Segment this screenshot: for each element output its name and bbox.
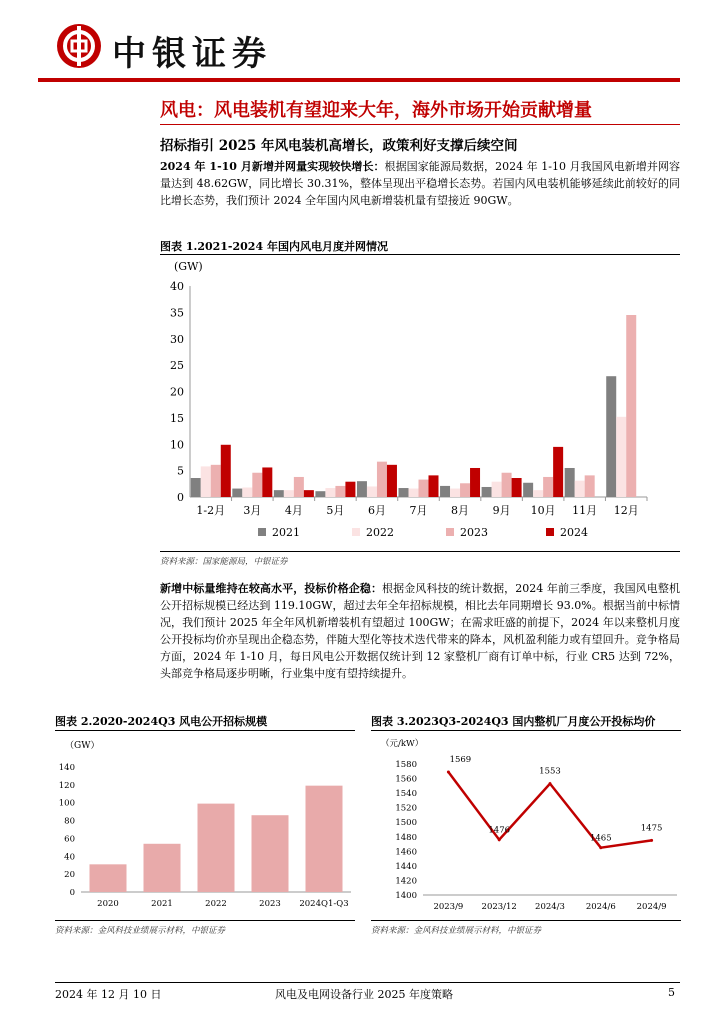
chart1-bar-2024-2 xyxy=(304,490,314,497)
chart1-bar-2024-0 xyxy=(221,445,231,497)
figure-1-bottom-rule xyxy=(160,551,680,552)
chart1-bar-2022-5 xyxy=(409,489,419,497)
chart1-bar-2022-4 xyxy=(367,486,377,497)
chart1-bar-2023-1 xyxy=(252,473,262,497)
chart1-x-label-7: 9月 xyxy=(492,504,511,517)
chart2-y-tick-3: 60 xyxy=(64,834,75,845)
chart2-y-unit: （GW） xyxy=(65,741,100,751)
figure-2-rule xyxy=(55,730,355,731)
chart2-x-label-4: 2024Q1-Q3 xyxy=(299,899,349,909)
chart1-x-label-10: 12月 xyxy=(613,504,639,517)
chart3-point-4 xyxy=(650,839,653,842)
chart3-x-label-3: 2024/6 xyxy=(585,902,616,912)
chart1-bar-2023-7 xyxy=(502,473,512,497)
chart1-bar-2021-9 xyxy=(565,468,575,497)
chart3-y-tick-8: 1560 xyxy=(395,774,417,785)
chart2-bar-0 xyxy=(90,864,127,892)
chart3-x-label-0: 2023/9 xyxy=(433,902,464,912)
chart1-x-label-2: 4月 xyxy=(284,504,303,517)
chart1-x-label-3: 5月 xyxy=(326,504,345,517)
paragraph-1-lead: 2024 年 1-10 月新增并网量实现较快增长： xyxy=(160,160,385,173)
chart-tender-volume xyxy=(55,732,355,918)
logo xyxy=(55,22,103,70)
chart1-x-label-5: 7月 xyxy=(409,504,428,517)
chart3-y-tick-9: 1580 xyxy=(395,760,417,770)
figure-1-title: 图表 1.2021-2024 年国内风电月度并网情况 xyxy=(160,240,388,253)
chart1-x-label-4: 6月 xyxy=(367,504,386,517)
chart3-y-tick-3: 1460 xyxy=(395,847,417,858)
figure-2-title: 图表 2.2020-2024Q3 风电公开招标规模 xyxy=(55,715,268,728)
figure-1-source: 资料来源：国家能源局，中银证券 xyxy=(160,557,288,567)
chart2-x-label-1: 2021 xyxy=(151,899,173,909)
chart3-y-tick-4: 1480 xyxy=(395,832,417,843)
figure-1-rule xyxy=(160,254,680,255)
paragraph-2-lead: 新增中标量维持在较高水平，投标价格企稳： xyxy=(160,582,383,595)
figure-3-bottom-rule xyxy=(371,920,681,921)
chart1-bar-2021-10 xyxy=(606,376,616,497)
chart2-bar-3 xyxy=(252,815,289,892)
chart2-y-tick-6: 120 xyxy=(58,780,75,791)
sub-title: 招标指引 2025 年风电装机高增长，政策利好支撑后续空间 xyxy=(160,138,518,154)
chart1-bar-2021-7 xyxy=(482,487,492,497)
chart1-legend-label-2024: 2024 xyxy=(560,526,588,539)
chart3-x-label-2: 2024/3 xyxy=(535,902,565,912)
chart1-bar-2023-8 xyxy=(543,477,553,497)
chart1-y-tick-3: 15 xyxy=(170,411,184,425)
chart1-legend-swatch-2021 xyxy=(258,528,266,536)
chart1-legend-swatch-2023 xyxy=(446,528,454,536)
chart1-y-tick-1: 5 xyxy=(177,464,184,478)
chart3-y-tick-0: 1400 xyxy=(395,891,417,901)
chart1-bar-2024-4 xyxy=(387,465,397,497)
chart3-data-label-3: 1465 xyxy=(589,833,612,844)
chart3-point-2 xyxy=(549,782,552,785)
chart2-y-tick-0: 0 xyxy=(69,888,75,898)
chart1-bar-2023-4 xyxy=(377,462,387,497)
chart1-legend-label-2023: 2023 xyxy=(460,526,488,539)
chart1-bar-2022-1 xyxy=(242,488,252,497)
chart1-legend-label-2021: 2021 xyxy=(272,526,300,539)
figure-3-rule xyxy=(371,730,681,731)
chart2-y-tick-5: 100 xyxy=(58,798,75,809)
paragraph-1-body: 根据国家能源局数据，2024 年 1-10 月我国风电新增并网容量达到 48.62GW，同比增长 30.31%，整体呈现出平稳增长态势。若国内风电装机能够延续此前较好的同比增长态势，我们预计 2024 全年国内风电新增装机量有望接近 90GW。 xyxy=(160,160,680,207)
header-rule xyxy=(38,78,680,82)
chart2-y-tick-7: 140 xyxy=(58,763,75,773)
chart3-x-label-1: 2023/12 xyxy=(481,902,517,912)
chart3-point-1 xyxy=(498,838,501,841)
chart3-data-label-2: 1553 xyxy=(539,766,561,777)
chart3-y-unit: （元/kW） xyxy=(381,739,424,749)
chart1-bar-2021-8 xyxy=(523,483,533,497)
chart2-y-tick-2: 40 xyxy=(64,852,75,863)
chart1-x-label-9: 11月 xyxy=(572,504,598,517)
chart1-y-tick-8: 40 xyxy=(170,280,184,293)
chart1-y-tick-4: 20 xyxy=(170,385,184,399)
figure-2-source: 资料来源：金风科技业绩展示材料，中银证券 xyxy=(55,926,226,936)
chart1-legend-swatch-2022 xyxy=(352,528,360,536)
chart1-x-label-1: 3月 xyxy=(243,504,262,517)
chart1-bar-2024-1 xyxy=(262,467,272,497)
chart3-data-label-4: 1475 xyxy=(640,823,663,834)
paragraph-2-body: 根据金风科技的统计数据，2024 年前三季度，我国风电整机公开招标规模已经达到 119.10GW，超过去年全年招标规模，相比去年同期增长 93.0%。根据当前中标情况，我们预计 2025 年全年风机新增装机有望超过 100GW；在需求旺盛的前提下，2024 年以来整机月度公开投标均价亦呈现出企稳态势，伴随大型化等技术迭代带来的降本，风机盈利能力或有望回升。竞争格局方面，2024 年 1-10 月，每日风电公开数据仅统计到 12 家整机厂商有订单中标，行业 CR5 达到 72%，头部竞争格局逐步明晰，行业集中度有望持续提升。 xyxy=(160,582,680,680)
chart3-y-tick-6: 1520 xyxy=(395,803,417,814)
chart1-bar-2021-0 xyxy=(191,478,201,497)
chart1-bar-2021-4 xyxy=(357,481,367,497)
chart2-x-label-3: 2023 xyxy=(259,899,281,909)
paragraph-2 xyxy=(160,580,680,682)
chart1-bar-2021-1 xyxy=(232,489,242,497)
chart2-bar-4 xyxy=(306,786,343,892)
chart3-data-label-1: 1476 xyxy=(488,825,511,836)
chart2-x-label-0: 2020 xyxy=(97,899,119,909)
chart1-x-label-6: 8月 xyxy=(451,504,470,517)
chart1-bar-2024-3 xyxy=(345,482,355,497)
chart1-y-unit: (GW) xyxy=(174,260,203,273)
chart1-bar-2024-6 xyxy=(470,468,480,497)
chart1-bar-2023-9 xyxy=(585,475,595,497)
chart1-y-tick-5: 25 xyxy=(170,359,184,373)
chart1-bar-2021-3 xyxy=(315,491,325,497)
section-divider xyxy=(160,124,680,125)
chart1-bar-2022-7 xyxy=(492,482,502,497)
chart3-y-tick-5: 1500 xyxy=(395,818,417,829)
chart1-bar-2021-6 xyxy=(440,486,450,497)
footer-page-number: 5 xyxy=(668,986,675,999)
chart3-data-label-0: 1569 xyxy=(449,755,472,766)
chart1-bar-2023-3 xyxy=(335,486,345,497)
chart1-bar-2023-6 xyxy=(460,483,470,497)
chart3-y-tick-1: 1420 xyxy=(395,876,417,887)
chart1-bar-2024-7 xyxy=(512,478,522,497)
chart1-bar-2023-10 xyxy=(626,315,636,497)
chart3-point-3 xyxy=(599,846,602,849)
chart1-bar-2022-9 xyxy=(575,481,585,497)
chart2-y-tick-1: 20 xyxy=(64,870,75,881)
chart-monthly-grid-connection xyxy=(160,256,680,548)
chart1-bar-2022-10 xyxy=(616,417,626,497)
chart1-y-tick-2: 10 xyxy=(170,438,184,452)
chart1-y-tick-0: 0 xyxy=(177,491,184,504)
bank-logo-icon xyxy=(55,22,103,70)
chart1-bar-2022-2 xyxy=(284,490,294,497)
chart1-legend-label-2022: 2022 xyxy=(366,526,394,539)
chart2-bar-1 xyxy=(144,844,181,892)
chart2-bar-2 xyxy=(198,804,235,892)
chart1-legend-swatch-2024 xyxy=(546,528,554,536)
chart3-point-0 xyxy=(447,771,450,774)
footer-rule xyxy=(55,982,680,983)
chart1-bar-2023-2 xyxy=(294,477,304,497)
chart1-bar-2021-5 xyxy=(399,488,409,497)
chart1-bar-2021-2 xyxy=(274,490,284,497)
chart1-x-label-0: 1-2月 xyxy=(196,504,226,517)
figure-3-title: 图表 3.2023Q3-2024Q3 国内整机厂月度公开投标均价 xyxy=(371,715,656,728)
footer-report-title: 风电及电网设备行业 2025 年度策略 xyxy=(275,988,453,1001)
chart2-y-tick-4: 80 xyxy=(64,816,75,827)
chart1-bar-2023-5 xyxy=(419,480,429,497)
chart1-bar-2022-0 xyxy=(201,466,211,497)
chart3-y-tick-7: 1540 xyxy=(395,789,417,800)
chart1-x-label-8: 10月 xyxy=(530,504,556,517)
section-title: 风电：风电装机有望迎来大年，海外市场开始贡献增量 xyxy=(160,100,592,121)
chart1-bar-2022-3 xyxy=(325,488,335,497)
chart1-y-tick-7: 35 xyxy=(170,306,184,320)
chart3-x-label-4: 2024/9 xyxy=(636,902,667,912)
chart1-bar-2024-8 xyxy=(553,447,563,497)
paragraph-1 xyxy=(160,158,680,209)
company-name: 中银证券 xyxy=(112,34,272,74)
figure-3-source: 资料来源：金风科技业绩展示材料，中银证券 xyxy=(371,926,542,936)
chart1-bar-2022-6 xyxy=(450,489,460,497)
chart1-bar-2022-8 xyxy=(533,490,543,497)
figure-2-bottom-rule xyxy=(55,920,355,921)
chart1-bar-2024-5 xyxy=(429,475,439,497)
chart1-bar-2023-0 xyxy=(211,465,221,497)
chart2-x-label-2: 2022 xyxy=(205,899,227,909)
chart-bid-price xyxy=(371,732,681,918)
chart1-y-tick-6: 30 xyxy=(170,332,184,346)
chart3-y-tick-2: 1440 xyxy=(395,861,417,872)
footer-date: 2024 年 12 月 10 日 xyxy=(55,988,162,1001)
